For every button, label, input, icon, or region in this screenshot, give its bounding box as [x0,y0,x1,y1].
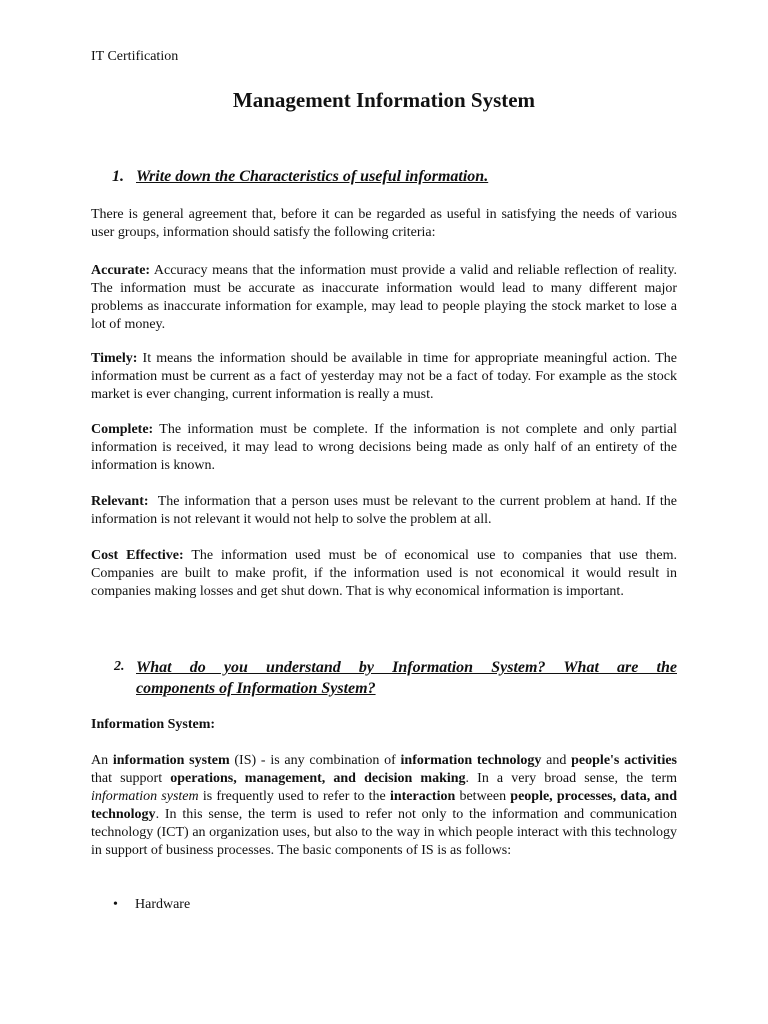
criterion-text: The information used must be of economical use to companies that use them. Companies are built to make profit, if the information used is not economical it would result in companies making losses and get shut down. That is why economical information is important. [91,548,677,599]
intro-paragraph: There is general agreement that, before it can be regarded as useful in satisfying the needs of various user groups, information should satisfy the following criteria: [91,207,677,240]
criterion-term: Relevant: [91,494,149,509]
text-run: between [455,789,511,804]
bold-term: people's activities [571,753,677,768]
component-list-item [113,896,190,914]
text-run: An [91,753,113,768]
criterion-term: Accurate: [91,263,151,278]
text-run: that support [91,771,171,786]
bold-term: people, processes, data, and technology [91,789,677,822]
criterion-text: It means the information should be available in time for appropriate meaningful action. The information must be current as a fact of yesterday may not be a fact of today. For example as the stock market is ever changing, current information is really a must. [91,351,677,402]
question-2-number: 2. [114,659,125,674]
criterion-text: The information must be complete. If the information is not complete and only partial information is received, it may lead to wrong decisions being made as only half of an entirety of the information is known. [91,422,677,473]
bold-term: information technology [400,753,542,768]
information-system-heading: Information System: [91,717,216,732]
criterion-text: Accuracy means that the information must provide a valid and reliable reflection of reality. The information must be accurate as inaccurate information would lead to many different major problems as inaccurate information for example, may lead to people playing the stock market to lose a lot of money. [91,263,677,332]
criterion-timely [91,350,677,404]
criterion-term: Cost Effective: [91,548,184,563]
criterion-term: Complete: [91,422,154,437]
question-2-line-2: components of Information System? [136,680,376,697]
question-2-line-1: What do you understand by Information System? What are the [136,659,677,676]
component-label: Hardware [135,897,191,912]
criterion-term: Timely: [91,351,138,366]
question-1-text: Write down the Characteristics of useful information. [136,168,489,185]
text-run: . In this sense, the term is used to refer not only to the information and communication technology (ICT) an organization uses, but also to the way in which people interact with this technology in support of business processes. The basic components of IS is as follows: [91,807,677,858]
bold-term: interaction [389,789,456,804]
question-2-text [136,657,677,699]
text-run: and [541,753,572,768]
question-1-number: 1. [112,168,124,185]
text-run: (IS) - is any combination of [229,753,401,768]
criterion-accurate [91,262,677,334]
criterion-cost-effective [91,547,677,601]
bold-term: information system [112,753,230,768]
document-title: Management Information System [232,88,536,112]
bold-term: operations, management, and decision making [170,771,466,786]
text-run: is frequently used to refer to the [198,789,390,804]
criterion-relevant [91,493,681,529]
information-system-paragraph [91,752,677,860]
italic-term: information system [91,789,199,804]
page-header: IT Certification [91,49,179,64]
text-run: . In a very broad sense, the term [465,771,677,786]
criterion-complete [91,421,677,475]
bullet-icon: • [113,897,118,912]
criterion-text: The information that a person uses must be relevant to the current problem at hand. If the information is not relevant it would not help to solve the problem at all. [91,494,681,527]
